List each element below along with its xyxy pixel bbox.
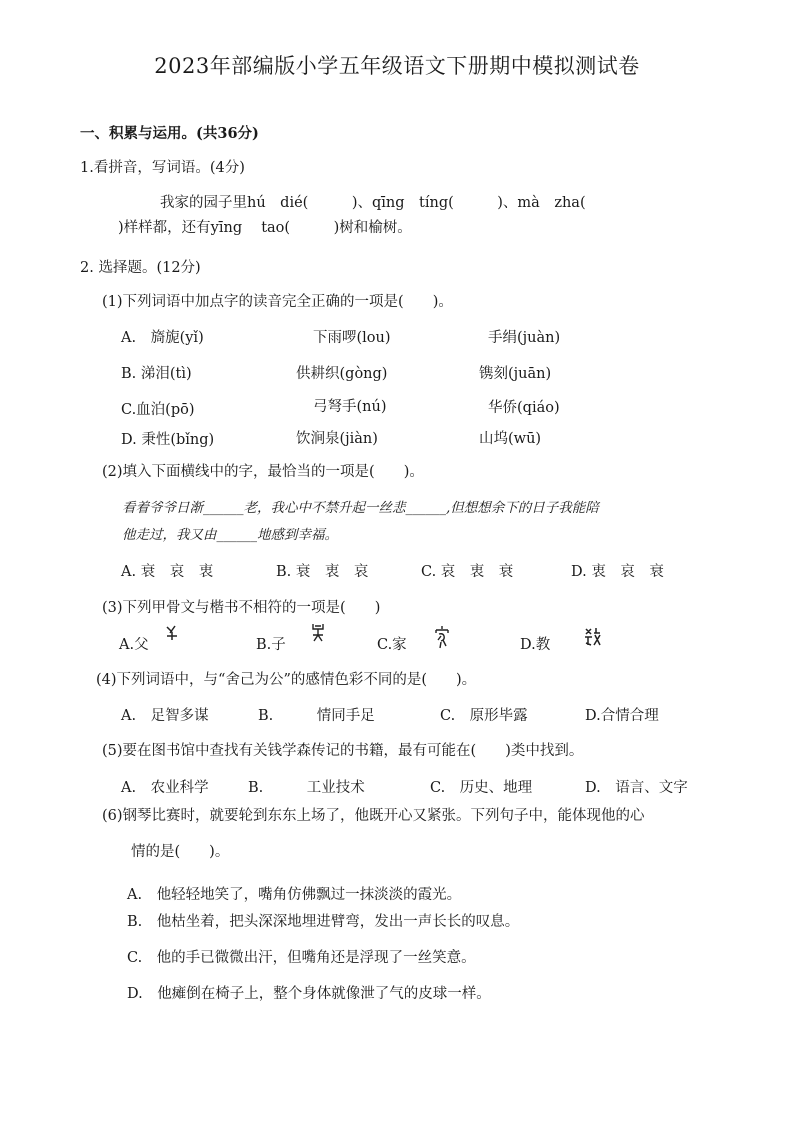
sub1-option-b1: B. 涕泪(tì): [121, 366, 192, 382]
sub4-prompt: (4)下列词语中，与“舍己为公”的感情色彩不同的是( )。: [96, 672, 477, 688]
sub2-prompt: (2)填入下面横线中的字，最恰当的一项是( )。: [102, 464, 424, 480]
sub1-prompt: (1)下列词语中加点字的读音完全正确的一项是( )。: [102, 294, 453, 310]
sub5-option-c: C. 历史、地理: [430, 780, 533, 796]
question-1-line1: 我家的园子里hú dié( )、qīng tíng( )、mà zha(: [160, 195, 586, 211]
sub2-option-b: B. 衰 衷 哀: [276, 564, 369, 580]
section-heading: 一、积累与运用。(共36分): [80, 125, 259, 142]
sub6-option-a: A. 他轻轻地笑了，嘴角仿佛飘过一抹淡淡的霞光。: [127, 887, 462, 903]
question-1-line2: )样样都，还有yīng tao( )树和榆树。: [118, 220, 412, 236]
sub3-option-b: B.子: [256, 637, 286, 653]
oracle-bone-jia-icon: [434, 624, 450, 650]
sub1-option-b2: 供耕织(gòng): [296, 366, 388, 382]
sub5-prompt: (5)要在图书馆中查找有关钱学森传记的书籍，最有可能在( )类中找到。: [102, 743, 584, 759]
sub3-option-a: A.父: [119, 637, 149, 653]
sub5-option-a: A. 农业科学: [121, 780, 209, 796]
sub5-option-d: D. 语言、文字: [585, 780, 688, 796]
sub1-option-a1: A. 旖旎(yǐ): [121, 330, 204, 346]
question-2-label: 2. 选择题。(12分): [80, 260, 201, 276]
sub3-prompt: (3)下列甲骨文与楷书不相符的一项是( ): [102, 600, 381, 616]
sub6-prompt-line2: 情的是( )。: [131, 844, 230, 860]
question-1-label: 1.看拼音，写词语。(4分): [80, 160, 245, 176]
sub6-option-c: C. 他的手已微微出汗，但嘴角还是浮现了一丝笑意。: [127, 950, 476, 966]
sub3-option-c: C.家: [377, 637, 407, 653]
sub1-option-d1: D. 秉性(bǐng): [121, 432, 215, 448]
sub1-option-c3: 华侨(qiáo): [488, 400, 560, 416]
sub2-option-a: A. 衰 哀 衷: [121, 564, 214, 580]
oracle-bone-fu-icon: [163, 624, 181, 642]
sub1-option-a2: 下雨啰(lou): [313, 330, 391, 346]
sub1-option-c2: 弓弩手(nú): [313, 399, 387, 415]
sub1-option-c1: C.血泊(pō): [121, 402, 195, 418]
sub2-option-d: D. 衷 哀 衰: [571, 564, 664, 580]
sub4-option-b: B. 情同手足: [258, 708, 375, 724]
sub5-option-b: B. 工业技术: [248, 780, 365, 796]
oracle-bone-jiao-icon: [583, 625, 603, 649]
sub4-option-d: D.合情合理: [585, 708, 659, 724]
sub1-option-d2: 饮涧泉(jiàn): [296, 431, 378, 447]
oracle-bone-zi-icon: [310, 621, 326, 643]
sub1-option-b3: 镌刻(juān): [479, 366, 552, 382]
sub4-option-a: A. 足智多谋: [121, 708, 209, 724]
sub6-option-b: B. 他枯坐着，把头深深地埋进臂弯，发出一声长长的叹息。: [127, 914, 520, 930]
sub2-option-c: C. 哀 衷 衰: [421, 564, 514, 580]
sub1-option-a3: 手绢(juàn): [488, 330, 561, 346]
page-title: 2023年部编版小学五年级语文下册期中模拟测试卷: [154, 54, 640, 78]
sub6-prompt-line1: (6)钢琴比赛时，就要轮到东东上场了，他既开心又紧张。下列句子中，能体现他的心: [102, 808, 645, 824]
sub2-passage-line1: 看着爷爷日渐______老，我心中不禁升起一丝悲______,但想想余下的日子我能陪: [122, 500, 599, 516]
sub4-option-c: C. 原形毕露: [440, 708, 528, 724]
sub3-option-d: D.教: [520, 637, 551, 653]
sub1-option-d3: 山坞(wū): [479, 431, 542, 447]
sub2-passage-line2: 他走过，我又由______地感到幸福。: [122, 527, 338, 543]
sub6-option-d: D. 他瘫倒在椅子上，整个身体就像泄了气的皮球一样。: [127, 986, 491, 1002]
